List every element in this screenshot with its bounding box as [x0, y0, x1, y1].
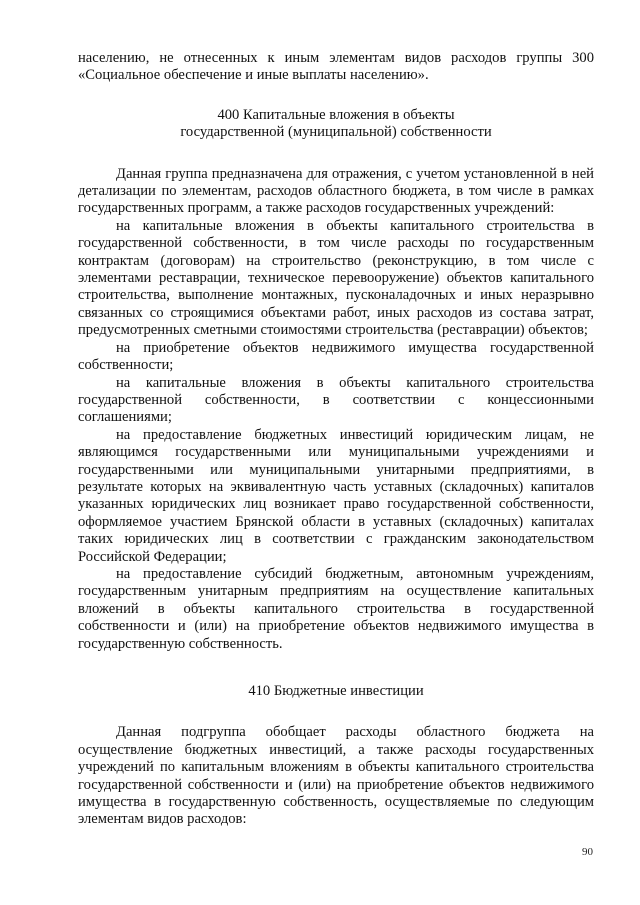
section-400-heading — [78, 107, 594, 142]
section-400-title-line2: государственной (муниципальной) собственности — [180, 124, 492, 141]
section-410-lead-paragraph: Данная подгруппа обобщает расходы областного бюджета на осуществление бюджетных инвестиций, а также расходы государственных учреждений по капитальным вложениям в объекты капитального строительства государственной собственности и (или) на приобретение объектов недвижимого имущества в государственную собственность, осуществляемые по следующим элементам видов расходов: — [78, 724, 594, 828]
section-400-item: на капитальные вложения в объекты капитального строительства государственной собственности, в соответствии с концессионными соглашениями; — [78, 374, 594, 426]
intro-paragraph: населению, не отнесенных к иным элементам видов расходов группы 300 «Социальное обеспечение и иные выплаты населению». — [78, 50, 594, 84]
document-page — [78, 50, 594, 829]
section-400-item: на приобретение объектов недвижимого имущества государственной собственности; — [78, 339, 594, 374]
section-400-item: на капитальные вложения в объекты капитального строительства в государственной собственности, в том числе расходы по государственным контрактам (договорам) на строительство (реконструкцию, в том числе с элементами реставрации, техническое перевооружение) объектов капитального строительства, выполнение монтажных, пусконаладочных и иных неразрывно связанных со строящимися объектами работ, иных расходов из состава затрат, предусмотренных сметными стоимостями строительства (реставрации) объектов; — [78, 217, 594, 339]
page-number: 90 — [582, 846, 593, 858]
section-410-heading: 410 Бюджетные инвестиции — [248, 683, 424, 699]
section-400-item: на предоставление бюджетных инвестиций юридическим лицам, не являющимся государственными или муниципальными учреждениями и государственными или муниципальными унитарными предприятиями, в результате которых на эквивалентную часть уставных (складочных) капиталов указанных юридических лиц возникает право государственной собственности, оформляемое участием Брянской области в уставных (складочных) капиталах таких юридических лиц в соответствии с гражданским законодательством Российской Федерации; — [78, 426, 594, 565]
section-400-item: на предоставление субсидий бюджетным, автономным учреждениям, государственным унитарным предприятиям на осуществление капитальных вложений в объекты капитального строительства в государственной собственности и (или) на приобретение объектов недвижимого имущества в государственную собственность. — [78, 565, 594, 652]
section-400-lead-paragraph: Данная группа предназначена для отражения, с учетом установленной в ней детализации по элементам, расходов областного бюджета, в том числе в рамках государственных программ, а также расходов государственных учреждений: — [78, 165, 594, 217]
section-400-title-line1: 400 Капитальные вложения в объекты — [217, 106, 455, 123]
